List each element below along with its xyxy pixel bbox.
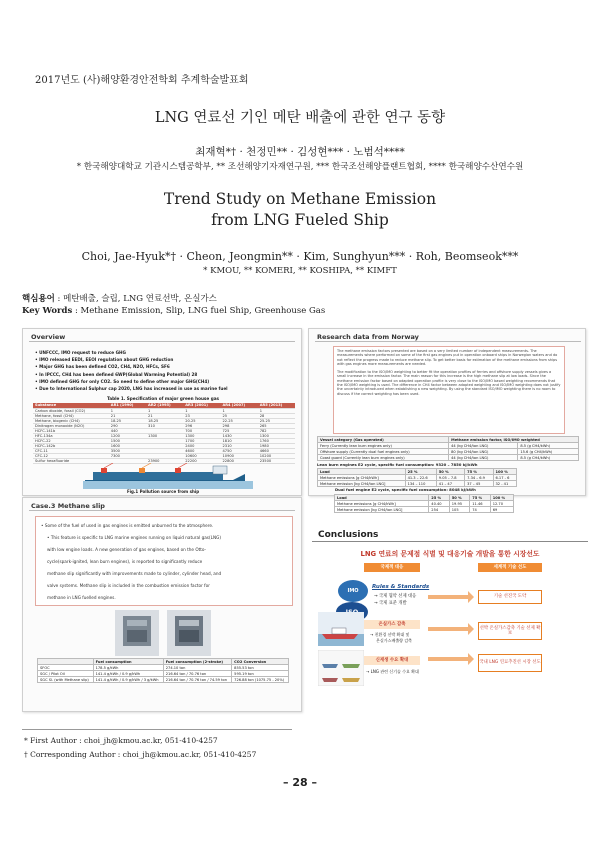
keywords-english-text: : Methane Emission, Slip, LNG fuel Ship, Greenhouse Gas [72, 306, 326, 316]
table-cell: 2400 [183, 443, 220, 448]
footnote-first-author: * First Author : choi_jh@kmou.ac.kr, 051-410-4257 [24, 736, 218, 745]
ship-types-diagram [318, 650, 364, 686]
table-cell: 700 [183, 428, 220, 433]
fuel-consumption-table [37, 658, 289, 683]
table-cell: 178.5 g/kWh [93, 665, 163, 671]
table-cell: Load [318, 469, 406, 475]
table-cell: 23500 [258, 458, 295, 463]
table-cell: 298 [221, 423, 258, 428]
table-cell: 1430 [221, 433, 258, 438]
table-cell: Carbon dioxide, fossil (CO2) [33, 408, 109, 413]
ghg-reduction-title: 온실가스 감축 [364, 620, 420, 629]
lean-burn-title: Lean burn engines E2 cycle, specific fuel consumption: 9320 – 7850 kJ/kWh [317, 462, 478, 467]
overview-bullet: • Major GHG has been defined CO2, CH4, N2O, HFCs, SF6 [35, 363, 228, 370]
case3-line: valve systems. Methane slip is included in the combustion emission factor for [47, 583, 210, 588]
ghg-table [33, 403, 295, 464]
table-cell: 7300 [109, 453, 146, 458]
table-cell: 1980 [258, 443, 295, 448]
case3-line-text: Some of the fuel of used in gas engines is emitted unburned to the atmosphere. [44, 523, 214, 528]
table-cell: 1300 [146, 433, 183, 438]
table-row [38, 677, 289, 683]
table-cell: 290 [109, 423, 146, 428]
tech-leader-box: 기술 선진국 도약 [478, 590, 542, 604]
dual-fuel-title: Dual fuel engine E2 cycle, specific fuel consumption: 8048 kJ/kWh [335, 487, 476, 492]
overview-bullet: • In IPCCC, CH4 has been defined 6WP(Global Warming Potential) 28 [35, 371, 228, 378]
table-cell: 80 (kg CH4/ton LNG) [449, 449, 518, 455]
table-cell: Methane, fossil (CH4) [33, 413, 109, 418]
ghg-table-caption: Table 1. Specification of major green house gas [106, 396, 220, 401]
table-cell: SFOC [38, 665, 94, 671]
table-row [335, 507, 514, 513]
table-cell: 310 [146, 423, 183, 428]
table-cell: 141.4 g/kWh / 0.9 g/kWh / 3 g/kWh [93, 677, 163, 683]
table-cell: 726.88 ton (1075.75 - 20%) [232, 677, 289, 683]
table-cell: AR2 (1995) [146, 403, 183, 408]
table-cell: 100 % [493, 469, 517, 475]
table-cell: HFC-134a [33, 433, 109, 438]
table-cell: HCFC-142b [33, 443, 109, 448]
case3-line: methane in LNG fuelled engines. [47, 595, 116, 600]
table-cell: HCFC-22 [33, 438, 109, 443]
ship-diagram [83, 463, 253, 489]
table-row [318, 455, 579, 461]
case3-divider [29, 510, 295, 511]
table-cell: 274.10 ton [163, 665, 231, 671]
research-divider [315, 341, 581, 342]
table-cell: 216.64 ton / 70.76 ton / 74.59 ton [163, 677, 231, 683]
ship-figure-caption: Fig.1 Pollution source from ship [126, 489, 200, 494]
table-cell: AR4 (2007) [221, 403, 258, 408]
table-cell: 74 [470, 507, 490, 513]
rules-title: Rules & Standards [372, 584, 430, 590]
table-cell: Fuel consumption (2-stroke) [163, 659, 231, 665]
table-cell: 12.70 [490, 501, 513, 507]
table-cell: 9.05 – 7.8 [436, 475, 464, 481]
table-cell: 75 % [470, 495, 490, 501]
table-cell: 25.25 [258, 418, 295, 423]
overview-bullet: • IMO released EEDI, EEOI regulation about GHG reduction [35, 356, 228, 363]
case3-text-box [35, 516, 293, 606]
table-cell: 725 [221, 428, 258, 433]
table-cell: 1300 [183, 433, 220, 438]
ship-photos [318, 612, 364, 646]
table-cell: 8.5 (g CH4/kWh) [518, 455, 579, 461]
renewable-demand-title: 신재생 수요 확대 [364, 656, 420, 665]
table-cell: Fuel consumption [93, 659, 163, 665]
table-cell: 10200 [258, 453, 295, 458]
table-cell: 782 [258, 428, 295, 433]
table-cell: 23 [183, 413, 220, 418]
table-cell: 20.25 [183, 418, 220, 423]
keywords-english [22, 306, 325, 316]
case3-line-text: This feature is specific to LNG marine engines running on liquid natural gas(LNG) [50, 535, 221, 540]
table-cell: 25 [221, 413, 258, 418]
table-cell: Methane emissions [g CH4/kWh] [335, 501, 429, 507]
table-cell: 25 % [429, 495, 449, 501]
affiliations-english: * KMOU, ** KOMERI, ** KOSHIPA, ** KIMFT [203, 266, 397, 276]
vessel-factor-table [317, 436, 579, 461]
page-number: – 28 – [283, 776, 317, 789]
authors-english: Choi, Jae-Hyuk*† · Cheon, Jeongmin** · Kim, Sunghyun*** · Roh, Beomseok*** [81, 250, 519, 263]
table-cell: AR5 (2013) [258, 403, 295, 408]
global-tech-header: 세계적 기술 선도 [478, 563, 542, 572]
table-cell: Load [335, 495, 429, 501]
table-cell: 6.17 - 6 [493, 475, 517, 481]
table-cell: CFC-11 [33, 448, 109, 453]
table-cell: 22.25 [221, 418, 258, 423]
table-cell: 18.25 [146, 418, 183, 423]
imo-logo: IMO [338, 580, 368, 602]
overview-bullet: • UNFCCC, IMO request to reduce GHG [35, 349, 228, 356]
case3-line: cycle(spark-ignited, lean burn engines), is reported to significantly reduce [47, 559, 203, 564]
table-cell: CFC-12 [33, 453, 109, 458]
table-cell: 18.25 [109, 418, 146, 423]
table-cell: AR1 (1990) [109, 403, 146, 408]
table-cell: 105 [449, 507, 469, 513]
table-cell: 595.19 ton [232, 671, 289, 677]
table-cell: SGC / Pilot Oil [38, 671, 94, 677]
title-english-line1: Trend Study on Methane Emission [163, 190, 437, 208]
table-cell: HCFC-141b [33, 428, 109, 433]
research-panel [308, 328, 586, 496]
table-cell: Substance [33, 403, 109, 408]
table-cell: 50 % [449, 495, 469, 501]
footnote-corresponding-author: † Corresponding Author : choi_jh@kmou.ac.kr, 051-410-4257 [24, 750, 257, 759]
conclusions-title: Conclusions [318, 530, 379, 540]
ghg-reduction-line-2: 온실가스배출량 감축 [376, 638, 413, 643]
table-cell: Ferry (Currently lean burn engines only) [318, 443, 449, 449]
table-cell: 100 % [490, 495, 513, 501]
table-cell: 1600 [109, 443, 146, 448]
table-cell: 141.4 g/kWh / 0.9 g/kWh [93, 671, 163, 677]
table-cell: 25 % [405, 469, 436, 475]
table-cell: 4660 [258, 448, 295, 453]
table-cell: 21 [109, 413, 146, 418]
affiliations-korean: * 한국해양대학교 기관시스템공학부, ** 조선해양기자재연구원, *** 한국조선해양플랜트협회, **** 한국해양수산연수원 [76, 162, 524, 172]
table-cell: 40.40 [429, 501, 449, 507]
table-cell: 11.46 [470, 501, 490, 507]
dual-fuel-table [334, 494, 514, 513]
footnote-rule [22, 729, 292, 730]
domestic-lng-box: 국내 LNG 연료추진선 시장 선도 [478, 654, 542, 672]
table-cell: 21 [146, 413, 183, 418]
table-cell: CO2 Conversion [232, 659, 289, 665]
keywords-english-label: Key Words [22, 306, 73, 316]
lean-burn-table [317, 468, 517, 487]
engine-images [115, 610, 211, 656]
table-cell: 265 [258, 423, 295, 428]
table-cell: AR3 (2001) [183, 403, 220, 408]
table-cell: Offshore supply (Currently dual fuel engines only) [318, 449, 449, 455]
title-english-line2: from LNG Fueled Ship [211, 211, 389, 229]
table-cell: 28 [258, 413, 295, 418]
table-cell: 1 [109, 408, 146, 413]
table-cell: 855.53 ton [232, 665, 289, 671]
ghg-tech-box: 선박 온실가스감축 기술 선제 확보 [478, 622, 542, 640]
case3-line: with low engine loads. A new generation of gas engines, based on the Otto- [47, 547, 207, 552]
research-text-box [333, 346, 565, 434]
table-cell: Methane, biogenic (CH4) [33, 418, 109, 423]
table-cell: 216.64 ton / 70.76 ton [163, 671, 231, 677]
conclusions-divider [312, 541, 588, 542]
table-cell: SGC Sl. (with Methane slip) [38, 677, 94, 683]
table-cell: 41 – 47 [436, 481, 464, 487]
table-cell: 44 (kg CH4/ton LNG) [449, 455, 518, 461]
table-cell: 3500 [109, 448, 146, 453]
table-cell: 41.3 – 22.6 [405, 475, 436, 481]
table-cell: 134 – 110 [405, 481, 436, 487]
case3-line: • This feature is specific to LNG marine engines running on liquid natural gas(LNG) [47, 535, 221, 540]
table-cell: 440 [109, 428, 146, 433]
ship-illustration [83, 463, 253, 489]
case3-panel [22, 497, 302, 712]
table-cell: 1500 [109, 438, 146, 443]
table-cell: 1 [183, 408, 220, 413]
table-cell: Dinitrogen monoxide (N2O) [33, 423, 109, 428]
case3-line: • Some of the fuel of used in gas engines is emitted unburned to the atmosphere. [41, 523, 214, 528]
ghg-reduction-line-1: → 친환경 선박 확대 및 [370, 632, 410, 637]
conference-name: 2017년도 (사)해양환경안전학회 추계학술발표회 [35, 75, 249, 86]
keywords-korean-label: 핵심용어 [22, 294, 55, 304]
table-cell: 23900 [146, 458, 183, 463]
table-cell: 1 [146, 408, 183, 413]
table-cell: 1760 [258, 438, 295, 443]
table-cell: 4750 [221, 448, 258, 453]
table-cell: Methane emission factor, ISO/IMO weighted [449, 437, 579, 443]
flow-arrows [428, 575, 474, 665]
rules-line-2: → 국제 표준 개발 [374, 601, 407, 606]
table-cell: 10600 [183, 453, 220, 458]
table-cell: 1700 [183, 438, 220, 443]
overview-bullet: • IMO defined GHG for only CO2. So need to define other major GHG(CH4) [35, 378, 228, 385]
title-korean: LNG 연료선 기인 메탄 배출에 관한 연구 동향 [154, 110, 446, 126]
keywords-korean [22, 292, 217, 304]
keywords-korean-text: : 메탄배출, 슬립, LNG 연료선박, 온실가스 [54, 294, 217, 304]
table-row [318, 481, 517, 487]
table-cell: 254 [429, 507, 449, 513]
international-response-header: 국제적 대응 [364, 563, 420, 572]
table-cell: Coast guard (Currently lean burn engines only) [318, 455, 449, 461]
overview-bullets [35, 349, 228, 392]
table-cell: 19.95 [449, 501, 469, 507]
conclusions-subtitle: LNG 연료의 문제점 식별 및 대응기술 개발을 통한 시장선도 [360, 550, 540, 558]
table-cell: 4600 [183, 448, 220, 453]
table-cell: 296 [183, 423, 220, 428]
table-cell: 15.6 (g CH4/kWh) [518, 449, 579, 455]
table-cell: Methane emission [kg CH4/ton LNG] [318, 481, 406, 487]
table-cell: 1200 [109, 433, 146, 438]
overview-bullet: • Due to International Sulphur cap 2020, LNG has increased in use as marine fuel [35, 385, 228, 392]
table-cell: 44 (kg CH4/ton LNG) [449, 443, 518, 449]
table-cell: 10900 [221, 453, 258, 458]
table-cell: 69 [490, 507, 513, 513]
renewable-demand-line: → LNG 관련 신기술 수요 확대 [366, 669, 419, 674]
overview-panel [22, 328, 302, 496]
table-cell: Methane emission [kg CH4/ton LNG] [335, 507, 429, 513]
authors-korean: 최재혁*† · 천정민** · 김성현*** · 노범석**** [195, 146, 405, 158]
table-cell: 7.34 – 6.9 [465, 475, 493, 481]
rules-line-1: → 국제 협약 선제 대응 [374, 594, 417, 599]
table-cell: 1810 [221, 438, 258, 443]
table-cell: Vessel category (Gas operated) [318, 437, 449, 443]
table-cell: Sulfur hexafluoride [33, 458, 109, 463]
research-title: Research data from Norway [317, 333, 419, 341]
table-cell: 22800 [221, 458, 258, 463]
table-cell: 22200 [183, 458, 220, 463]
table-cell: 1 [221, 408, 258, 413]
case3-line: methane slip significantly with improvements made to cylinder, cylinder head, and [47, 571, 222, 576]
case3-title: Case.3 Methane slip [31, 502, 105, 510]
overview-title: Overview [31, 333, 66, 341]
table-cell: 50 % [436, 469, 464, 475]
overview-divider [29, 341, 295, 342]
table-cell: Methane emissions [g CH4/kWh] [318, 475, 406, 481]
table-cell: 2310 [221, 443, 258, 448]
table-cell: 1300 [258, 433, 295, 438]
table-cell: 1 [258, 408, 295, 413]
table-cell: 37 – 45 [465, 481, 493, 487]
research-paragraph-2: The modification to the ISO/IMO weighting to better fit the operation profiles of ferries and offshore supply vessels gives a small increase in the emission factor. The main reason for this increase is the high methane slip at low loads. Since the methane emission factor based on adapted operation profile is very close to the ISO/IMO based weighting recommends that the ISO/IMO weighting is used. The difference in CH4 factor between adapted weighting and ISO/IMO weighting does not justify the uncertainty introduced when establishing a new weighting. By using the standard ISO/IMO weighting there is no room to discuss if the correct weighting has been used. [337, 370, 561, 396]
research-paragraph-1: The methane emission factors presented are based on a very limited number of independent measurements. The measurements where performed on some of the first gas engines put in operation onboard ships in Norwegian waters and do not reflect the progress made to reduce methane slip. To get better basis for estimation of the methane emissions from ships with gas engines more measurements are needed. [337, 349, 558, 366]
table-cell: 75 % [465, 469, 493, 475]
table-cell: 8.5 (g CH4/kWh) [518, 443, 579, 449]
table-cell: 32 - 41 [493, 481, 517, 487]
